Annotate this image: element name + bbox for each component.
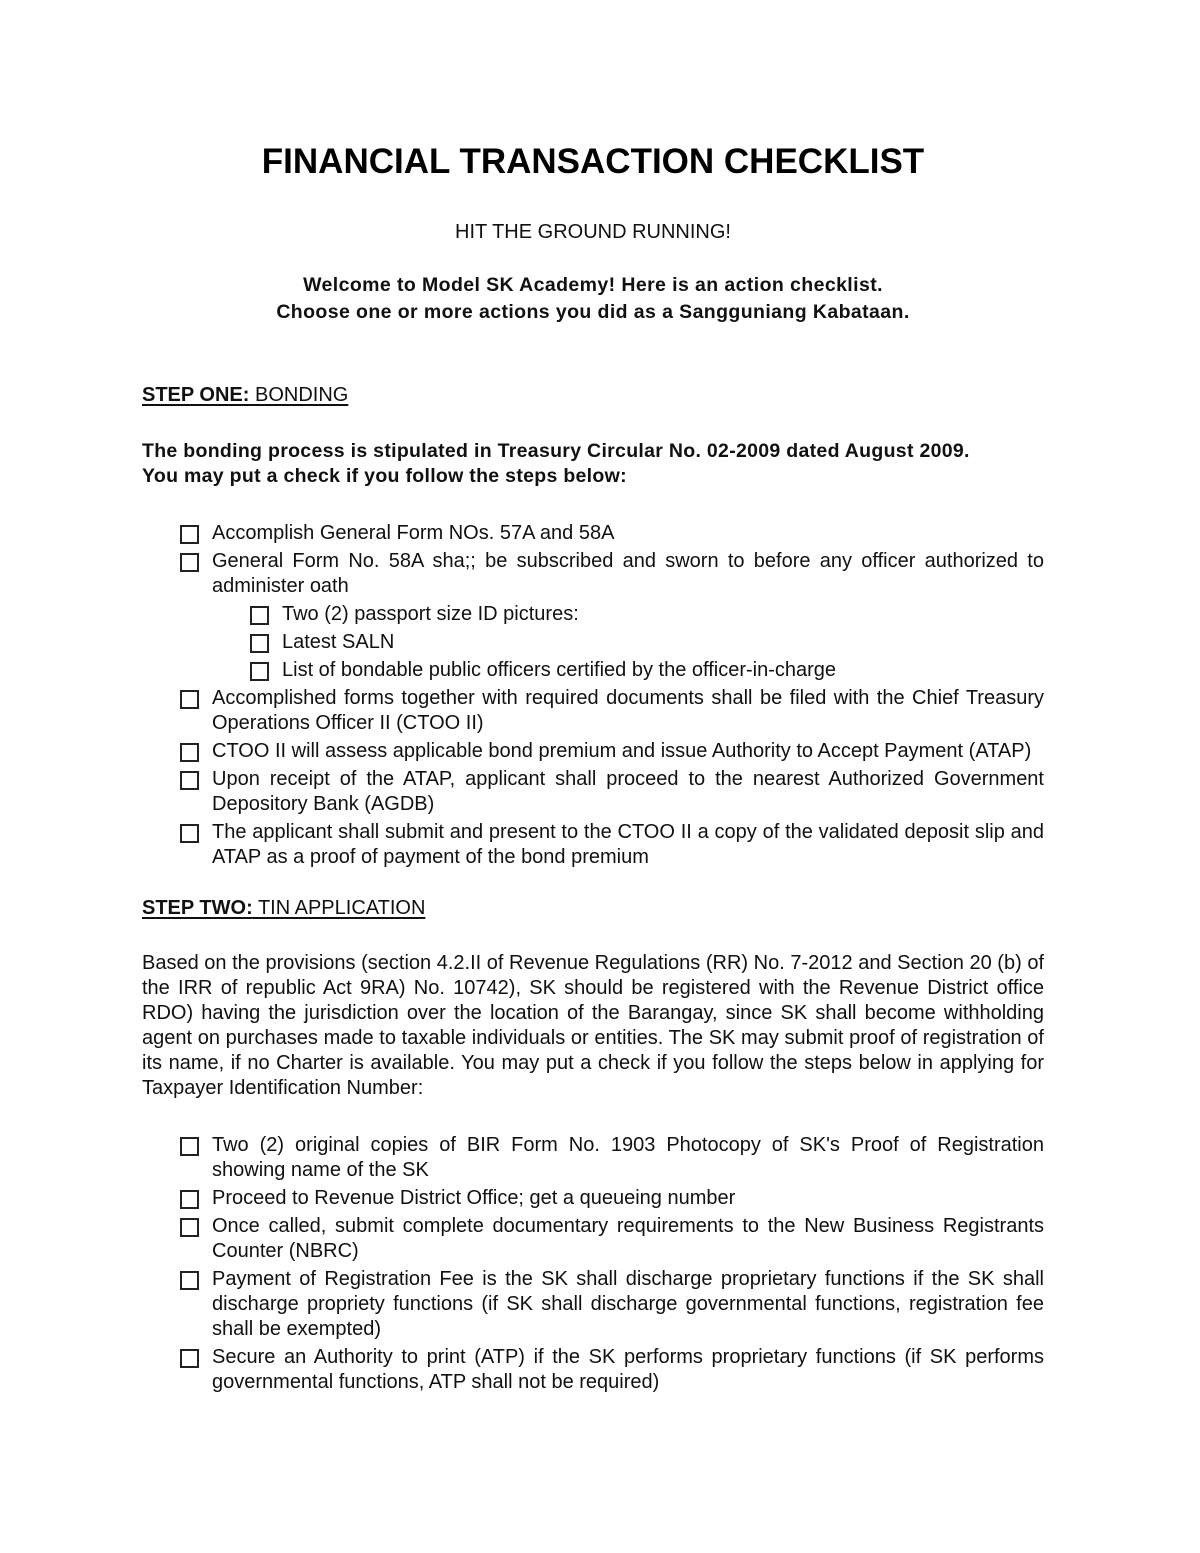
step-two-name: TIN APPLICATION xyxy=(252,897,426,919)
step-two-checklist xyxy=(142,1133,1044,1395)
checklist-subitem xyxy=(142,630,1044,655)
checklist-item xyxy=(142,739,1044,764)
checkbox[interactable] xyxy=(250,634,269,653)
checkbox[interactable] xyxy=(250,606,269,625)
welcome-line-1: Welcome to Model SK Academy! Here is an action checklist. xyxy=(303,274,883,296)
checklist-item-label: List of bondable public officers certified by the officer-in-charge xyxy=(282,659,837,681)
page-subtitle: HIT THE GROUND RUNNING! xyxy=(455,221,731,243)
checklist-item xyxy=(142,767,1044,817)
step-one-intro xyxy=(142,439,1044,489)
step-two-paragraph: Based on the provisions (section 4.2.II of Revenue Regulations (RR) No. 7-2012 and Section 20 (b) of the IRR of republic Act 9RA) No. 10742), SK should be registered with the Revenue District office RDO) having the jurisdiction over the location of the Barangay, since SK shall become withholding agent on purchases made to taxable individuals or entities. The SK may submit proof of registration of its name, if no Charter is available. You may put a check if you follow the steps below in applying for Taxpayer Identification Number: xyxy=(142,952,1044,1099)
step-one-label: STEP ONE: xyxy=(142,384,250,406)
checklist-item-label: General Form No. 58A sha;; be subscribed and sworn to before any officer authorized to administer oath xyxy=(212,550,1044,597)
checklist-item-label: Proceed to Revenue District Office; get a queueing number xyxy=(212,1187,736,1209)
checkbox[interactable] xyxy=(180,743,199,762)
checklist-item-label: Two (2) passport size ID pictures: xyxy=(282,603,579,625)
document-content xyxy=(142,142,1044,1398)
checklist-item xyxy=(142,1133,1044,1183)
step-one-checklist xyxy=(142,521,1044,870)
step-one-name: BONDING xyxy=(249,384,349,406)
checklist-subitem xyxy=(142,658,1044,683)
checkbox[interactable] xyxy=(180,525,199,544)
checklist-item xyxy=(142,549,1044,599)
step-one-intro-line-2: You may put a check if you follow the steps below: xyxy=(142,465,627,487)
step-one-heading xyxy=(142,383,1044,407)
checklist-item xyxy=(142,686,1044,736)
checkbox[interactable] xyxy=(180,690,199,709)
checklist-item-label: The applicant shall submit and present to the CTOO II a copy of the validated deposit slip and ATAP as a proof of payment of the bond premium xyxy=(212,821,1044,868)
checkbox[interactable] xyxy=(180,553,199,572)
checkbox[interactable] xyxy=(250,662,269,681)
checklist-item-label: Two (2) original copies of BIR Form No. 1903 Photocopy of SK's Proof of Registration showing name of the SK xyxy=(212,1134,1044,1181)
checkbox[interactable] xyxy=(180,771,199,790)
checklist-item-label: Payment of Registration Fee is the SK shall discharge proprietary functions if the SK shall discharge propriety functions (if SK shall discharge governmental functions, registration fee shall be exempted) xyxy=(212,1268,1044,1340)
checklist-item-label: Accomplished forms together with required documents shall be filed with the Chief Treasury Operations Officer II (CTOO II) xyxy=(212,687,1044,734)
checklist-item-label: Secure an Authority to print (ATP) if the SK performs proprietary functions (if SK performs governmental functions, ATP shall not be required) xyxy=(212,1346,1044,1393)
checklist-item-label: Accomplish General Form NOs. 57A and 58A xyxy=(212,522,615,544)
checklist-item-label: Latest SALN xyxy=(282,631,395,653)
checkbox[interactable] xyxy=(180,1190,199,1209)
checkbox[interactable] xyxy=(180,1271,199,1290)
checklist-item-label: Upon receipt of the ATAP, applicant shall proceed to the nearest Authorized Government Depository Bank (AGDB) xyxy=(212,768,1044,815)
checklist-item-label: Once called, submit complete documentary requirements to the New Business Registrants Counter (NBRC) xyxy=(212,1215,1044,1262)
welcome-line-2: Choose one or more actions you did as a Sangguniang Kabataan. xyxy=(276,301,910,323)
step-one-intro-line-1: The bonding process is stipulated in Treasury Circular No. 02-2009 dated August 2009. xyxy=(142,440,970,462)
checklist-item xyxy=(142,521,1044,546)
checklist-item xyxy=(142,1345,1044,1395)
checkbox[interactable] xyxy=(180,1218,199,1237)
step-two-label: STEP TWO: xyxy=(142,897,253,919)
checkbox[interactable] xyxy=(180,824,199,843)
checklist-item xyxy=(142,1267,1044,1342)
checkbox[interactable] xyxy=(180,1349,199,1368)
checklist-item xyxy=(142,1186,1044,1211)
page-title: FINANCIAL TRANSACTION CHECKLIST xyxy=(261,142,925,181)
checkbox[interactable] xyxy=(180,1137,199,1156)
checklist-item xyxy=(142,1214,1044,1264)
welcome-message xyxy=(142,272,1044,326)
checklist-subitem xyxy=(142,602,1044,627)
checklist-item-label: CTOO II will assess applicable bond premium and issue Authority to Accept Payment (ATAP) xyxy=(212,740,1032,762)
checklist-item xyxy=(142,820,1044,870)
step-two-heading xyxy=(142,896,1044,920)
